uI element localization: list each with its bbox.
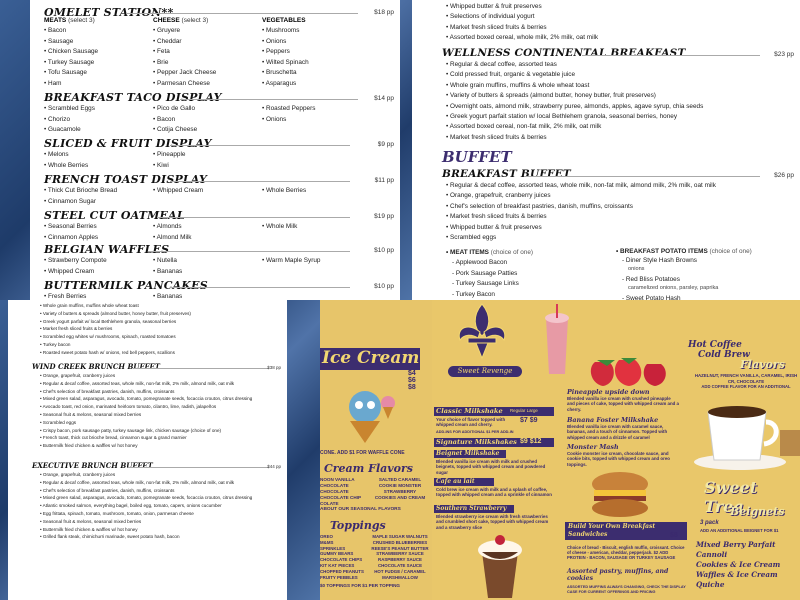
list-item: - Turkey Bacon	[452, 290, 495, 298]
wind-creek-list	[40, 372, 280, 450]
list-item: • Roasted sweet potato hash w/ onions, red bell peppers, scallions	[40, 349, 191, 357]
list-item: • Orange, grapefruit, cranberry juices	[40, 471, 280, 479]
list-item: • Whipped Cream	[153, 186, 203, 197]
list-item: • Whole Milk	[262, 222, 297, 233]
list-item: • Whipped butter & fruit preserves	[446, 223, 716, 233]
list-item: GUMMY BEARS	[320, 551, 354, 557]
pancakes-title: BUTTERMILK PANCAKES	[44, 279, 208, 292]
list-item: • Ham	[44, 79, 154, 90]
build-sandwich-price: $8	[670, 532, 678, 539]
toppings-title: Toppings	[330, 519, 386, 532]
list-item: • Gruyere	[153, 26, 263, 37]
waffles-price: $10 pp	[374, 247, 394, 254]
buffet-menu-sheet	[412, 0, 800, 300]
signature-price-regular: $9	[520, 438, 528, 445]
breakfast-sandwich-image	[588, 470, 652, 520]
list-item: - Red Bliss Potatoes	[622, 275, 680, 283]
list-item: • Turkey bacon	[40, 341, 191, 349]
breakfast-menu-page	[0, 0, 412, 300]
list-item: Mixed Berry Parfait	[696, 540, 776, 549]
signature-title: Signature Milkshakes	[436, 438, 517, 446]
list-item: • Parmesan Cheese	[153, 79, 263, 90]
wind-creek-title: WIND CREEK BRUNCH BUFFET	[32, 362, 160, 371]
list-item: • Whipped butter & fruit preserves	[446, 2, 598, 12]
size-regular: Regular	[510, 408, 526, 413]
pineapple-title: Pineapple upside down	[567, 388, 650, 396]
list-item: • Whole Berries	[44, 161, 88, 172]
meats-heading: MEATS	[44, 17, 67, 24]
ice-cream-title: Ice Cream	[322, 348, 420, 368]
list-item: • Peppers	[262, 47, 372, 58]
flavors-right	[370, 477, 430, 501]
list-item: • Market fresh sliced fruits & berries	[446, 23, 598, 33]
list-item: M&MS	[320, 539, 334, 545]
list-item: • Regular & decaf coffee, assorted teas, whole milk, non-fat milk, 2% milk, almond milk, oat milk	[40, 479, 280, 487]
classic-milkshake-title: Classic Milkshake	[436, 407, 503, 415]
list-item: • Crispy bacon, pork sausage patty, turkey sausage link, chicken sausage (choice of one)	[40, 427, 280, 435]
list-item-note: onions	[628, 266, 645, 273]
meat-items-heading: • MEAT ITEMS	[446, 249, 489, 256]
brand-name: Sweet Revenge	[448, 366, 522, 377]
list-item: • Variety of butters & spreads (almond butter, honey butter, fruit preserves)	[40, 310, 191, 318]
list-item: MARSHMALLOW	[382, 574, 418, 580]
list-item: STRAWBERRY SAUCE	[376, 551, 424, 557]
list-item: SPRINKLES	[320, 545, 346, 551]
list-item: • Chef's selection of breakfast pastries, danish, muffins, croissants	[446, 202, 716, 212]
beignets-title: Beignets	[730, 505, 785, 518]
list-item: CHOCOLATE CHIPS	[320, 557, 363, 563]
list-item: CHOCOLATE	[320, 483, 349, 488]
cold-brew-title: Cold Brew	[698, 350, 750, 360]
list-item: • Chicken Sausage	[44, 47, 154, 58]
list-item: • Chef's selection of breakfast pastries, danish, muffins, croissants	[40, 487, 280, 495]
signature-price-large: $12	[529, 438, 542, 445]
classic-price-large: $9	[529, 417, 538, 424]
monster-mash-title: Monster Mash	[567, 443, 619, 451]
list-item: • Scrambled eggs	[446, 233, 716, 243]
list-item: SALTED CARAMEL	[378, 477, 422, 482]
list-item: • Cold pressed fruit, organic & vegetable juice	[446, 70, 703, 80]
list-item: • Bruschetta	[262, 68, 372, 79]
list-item: • Cinnamon Apples	[44, 233, 98, 244]
list-item: • Overnight oats, almond milk, strawberry puree, almonds, apples, agave syrup, chia seeds	[446, 102, 703, 112]
price-medium: $6	[408, 377, 416, 384]
list-item: • Scrambled egg whites w/ mushrooms, spinach, roasted tomatoes	[40, 333, 191, 341]
omelet-title: OMELET STATION**	[44, 6, 174, 19]
potato-items-heading: • BREAKFAST POTATO ITEMS	[616, 248, 708, 255]
wellness-price: $23 pp	[774, 51, 794, 58]
cheese-note: (select 3)	[181, 17, 209, 24]
list-item: • Bananas	[153, 267, 182, 278]
list-item: • Fresh Berries	[44, 292, 86, 300]
list-item: • Cinnamon Sugar	[44, 197, 117, 208]
divider	[128, 467, 269, 468]
list-item: MAPLE SUGAR WALNUTS	[372, 534, 428, 539]
list-item: • Pineapple	[153, 150, 185, 161]
list-item: • Market fresh sliced fruits & berries	[40, 325, 191, 333]
list-item: • Assorted boxed cereal, whole milk, 2% milk, oat milk	[446, 33, 598, 43]
list-item: REESE'S PEANUT BUTTER	[371, 545, 429, 551]
list-item: • Brie	[153, 58, 263, 69]
build-sandwich-title: Build Your Own Breakfast Sandwiches	[568, 523, 656, 538]
toppings-right	[362, 534, 438, 580]
list-item: • Whole grain muffins, muffins whole wheat toast	[40, 302, 191, 310]
list-item: - Pork Sausage Patties	[452, 269, 518, 277]
size-large: Large	[526, 408, 538, 413]
list-item: • Assorted boxed cereal, non-fat milk, 2% milk, oat milk	[446, 122, 703, 132]
list-item: • Atlantic smoked salmon, everything bagel, boiled egg, tomato, capers, onions cucumber	[40, 502, 280, 510]
banana-foster-title: Banana Foster Milkshake	[567, 416, 659, 424]
flavors-left	[320, 477, 361, 507]
beignet-milkshake-desc: Blended vanilla ice cream with milk and crushed beignets, topped with whipped cream and powdered sugar	[436, 459, 546, 475]
list-item: - Diner Style Hash Browns	[622, 256, 697, 264]
list-item: • Thick Cut Brioche Bread	[44, 186, 117, 197]
taco-col2	[153, 104, 197, 136]
list-item: • Turkey Sausage	[44, 58, 154, 69]
list-item: • Chorizo	[44, 115, 95, 126]
list-item: • Pepper Jack Cheese	[153, 68, 263, 79]
list-item: • Bananas	[153, 292, 182, 300]
buffet-top-list	[40, 302, 191, 357]
list-item: • Greek yogurt parfait station w/ local Bethlehem granola, seasonal berries, honey	[446, 112, 703, 122]
omelet-price: $18 pp	[374, 9, 394, 16]
dessert-menu-page	[320, 300, 800, 600]
pastry-desc: ASSORTED MUFFINS ALWAYS CHANGING, CHECK THE DISPLAY CASE FOR CURRENT OFFERINGS AND PRICING	[567, 585, 686, 594]
list-item: • Variety of butters & spreads (almond butter, honey butter, fruit preserves)	[446, 91, 703, 101]
list-item: COOKIE MONSTER	[378, 483, 422, 488]
list-item: • Buttermilk fried chicken & waffles w/ hot honey	[40, 526, 280, 534]
coffee-cup-image	[688, 390, 800, 472]
list-item: CHOCOLATE CHIP	[320, 495, 362, 500]
build-sandwich-desc: Choice of bread - Biscuit, english muffin, croissant. Choice of cheese - american, cheddar, pepperjack. $2 ADD PROTEIN - BACON, SAUSAGE OR TURKEY SAUSAGE	[567, 545, 685, 561]
list-item: - Applewood Bacon	[452, 259, 508, 267]
toppings-left	[320, 534, 364, 580]
list-item: • Almonds	[153, 222, 191, 233]
toast-title: FRENCH TOAST DISPLAY	[44, 173, 208, 186]
meats-list	[44, 26, 154, 89]
list-item: • Pico de Gallo	[153, 104, 197, 115]
breakfast-buffet-price: $26 pp	[774, 172, 794, 179]
taco-price: $14 pp	[374, 95, 394, 102]
breakfast-menu-sheet	[30, 0, 400, 300]
wind-creek-price: $38 pp	[267, 365, 281, 370]
list-item: • Scrambled eggs	[40, 419, 280, 427]
list-item: • Almond Milk	[153, 233, 191, 244]
waffles-title: BELGIAN WAFFLES	[44, 243, 170, 256]
meat-items-note: (choice of one)	[490, 249, 534, 256]
list-item: OREO	[320, 534, 333, 539]
fruit-price: $9 pp	[377, 141, 394, 148]
list-item: • Roasted Peppers	[262, 104, 315, 115]
pastry-title: Assorted pastry, muffins, and cookies	[567, 568, 669, 583]
list-item: • Strawberry Compote	[44, 256, 107, 267]
classic-price-regular: $7	[520, 417, 528, 424]
beignets-pack: 3 pack	[700, 520, 719, 526]
flavors-title: Cream Flavors	[324, 462, 413, 475]
list-item: - Turkey Sausage Links	[452, 280, 519, 288]
list-item: • Market fresh sliced fruits & berries	[446, 133, 703, 143]
list-item: • Whole Berries	[262, 186, 306, 197]
southern-strawberry-desc: Blended strawberry ice cream with fresh strawberries and crumbled short cake, topped with whipped cream and a strawberry slice	[436, 514, 549, 530]
list-item: STRAWBERRY	[383, 489, 417, 494]
monster-mash-desc: Cookie monster ice cream, chocolate sauce, and cookie bits, topped with whipped cream and oreo toppings.	[567, 451, 670, 467]
coffee-flavors: HAZELNUT, FRENCH VANILLA, CARAMEL, IRISH CR, CHOCOLATE	[694, 373, 798, 384]
list-item: Waffles & Ice Cream	[696, 570, 778, 579]
banana-foster-desc: Blended vanilla ice cream with caramel sauce, bananas, and a touch of cinnamon. Topped with whipped cream and a drizzle of caramel	[567, 424, 668, 440]
list-item: CHOCOLATE SAUCE	[377, 562, 423, 568]
list-item: • Grilled flank steak, chimichurri marinade, sweet potato hash, bacon	[40, 533, 280, 541]
list-item: CHOCOLATE	[320, 489, 349, 494]
list-item: • Regular & decaf coffee, assorted teas	[446, 60, 703, 70]
potato-items	[616, 248, 752, 300]
cheese-heading: CHEESE	[153, 17, 180, 24]
list-item: • Cotija Cheese	[153, 125, 197, 136]
list-item: • Selections of individual yogurt	[446, 12, 598, 22]
list-item: • Asparagus	[262, 79, 372, 90]
list-item: CHOPPED PEANUTS	[320, 568, 364, 574]
brunch-menu-sheet	[8, 300, 287, 600]
taco-col1	[44, 104, 95, 136]
taco-col3	[262, 104, 315, 125]
list-item: • Regular & decaf coffee, assorted teas, whole milk, non-fat milk, almond milk, 2% milk, oat milk	[446, 181, 716, 191]
flavors-heading: Flavors	[740, 358, 785, 371]
ice-cream-prices	[408, 370, 416, 391]
list-item: Quiche	[696, 580, 725, 589]
strawberries-image	[585, 356, 675, 390]
classic-milkshake-desc: Your choice of flavor topped with whipped cream and cherry.	[436, 417, 506, 428]
list-item: • Bacon	[44, 26, 154, 37]
pancakes-price: $10 pp	[374, 283, 394, 290]
list-item: • Orange, grapefruit, cranberry juices	[40, 372, 280, 380]
toppings-note: $0 TOPPINGS FOR $1 PER TOPPING	[320, 583, 400, 588]
taco-title: BREAKFAST TACO DISPLAY	[44, 91, 222, 104]
vegetables-heading: VEGETABLES	[262, 17, 306, 24]
wellness-title: WELLNESS CONTINENTAL BREAKFAST	[442, 47, 686, 59]
list-item: • Onions	[262, 115, 315, 126]
fruit-title: SLICED & FRUIT DISPLAY	[44, 137, 212, 150]
meats-column	[44, 17, 154, 89]
fleur-de-lis-logo	[450, 302, 514, 362]
list-item: - Sweet Potato Hash	[622, 294, 681, 300]
list-item: • Tofu Sausage	[44, 68, 154, 79]
cone-note: CONE. ADD $1 FOR WAFFLE CONE	[320, 450, 405, 456]
executive-title: EXECUTIVE BRUNCH BUFFET	[32, 461, 153, 470]
hot-coffee-title: Hot Coffee	[688, 340, 742, 350]
coffee-add-note: ADD COFFEE FLAVOR FOR AN ADDITIONAL	[701, 384, 791, 389]
list-item: • Nutella	[153, 256, 182, 267]
add-ins-note: ADD-INS FOR ADDITIONAL $1 PER ADD-IN	[436, 430, 514, 434]
price-large: $8	[408, 384, 416, 391]
list-item: RASPBERRY SAUCE	[378, 557, 422, 563]
treats-list	[696, 540, 780, 590]
ice-cream-mascot-image	[330, 385, 400, 445]
toast-price: $11 pp	[374, 177, 394, 184]
list-item: • Whole grain muffins, muffins & whole wheat toast	[446, 81, 703, 91]
list-item: • Mixed green salad, asparagus, avocado, tomato, pomegranate seeds, focaccia crouton, citrus dressing	[40, 494, 280, 502]
list-item: • Greek yogurt parfait w/ local Bethlehem granola, seasonal berries	[40, 318, 191, 326]
list-item: • Warm Maple Syrup	[262, 256, 320, 267]
buffet-menu-page	[412, 0, 800, 300]
smoothie-image	[542, 304, 572, 376]
breakfast-buffet-title: BREAKFAST BUFFET	[442, 168, 571, 180]
wellness-list	[446, 60, 703, 143]
executive-price: $44 pp	[267, 464, 281, 469]
cafe-au-lait-desc: Cold brew ice cream with milk and a splash of coffee, topped with whipped cream and a sprinkle of cinnamon	[436, 487, 552, 498]
list-item: • Whipped Cream	[44, 267, 107, 278]
list-item: • Regular & decaf coffee, assorted teas, whole milk, non-fat milk, 2% milk, almond milk, oat milk	[40, 380, 280, 388]
beignet-milkshake-title: Beignet Milkshake	[436, 450, 500, 457]
list-item: • French toast, thick cut brioche bread, cinnamon sugar & grand marnier	[40, 434, 280, 442]
divider	[133, 368, 269, 369]
list-item: Cannoli	[696, 550, 728, 559]
list-item: • Feta	[153, 47, 263, 58]
meat-items	[446, 248, 533, 300]
list-item: • Mushrooms	[262, 26, 372, 37]
breakfast-buffet-list	[446, 181, 716, 243]
list-item: • Seasonal Berries	[44, 222, 98, 233]
list-item: NOON VANILLA	[320, 477, 355, 482]
list-item-note: caramelized onions, parsley, paprika	[628, 285, 719, 292]
seasonal-note: ABOUT OUR SEASONAL FLAVORS	[320, 507, 401, 512]
list-item: • Wilted Spinach	[262, 58, 372, 69]
list-item: KIT KAT PIECES	[320, 562, 355, 568]
buffet-heading: BUFFET	[442, 148, 512, 166]
list-item: • Mixed green salad, asparagus, avocado, tomato, pomegranate seeds, focaccia crouton, citrus dressing	[40, 395, 280, 403]
list-item: FRUITY PEBBLES	[320, 574, 358, 580]
list-item: • Chef's selection of breakfast pastries, danish, muffins, croissants	[40, 388, 280, 396]
oatmeal-title: STEEL CUT OATMEAL	[44, 209, 185, 222]
list-item: Cookies & Ice Cream	[696, 560, 781, 569]
list-item: HOT FUDGE / CARAMEL	[374, 568, 426, 574]
list-item: • Bacon	[153, 115, 197, 126]
list-item: COLATE	[320, 501, 339, 506]
vegetables-column	[262, 17, 372, 89]
list-item: • Seasonal fruit & melons, seasonal mixed berries	[40, 518, 280, 526]
list-item: • Cheddar	[153, 37, 263, 48]
list-item: • Avocado toast, red onion, marinated heirloom tomato, cilantro, lime, radish, jalapeños	[40, 403, 280, 411]
milkshake-image	[470, 532, 530, 600]
list-item: • Kiwi	[153, 161, 185, 172]
meats-note: (select 3)	[68, 17, 95, 24]
list-item: • Sausage	[44, 37, 154, 48]
list-item: • Buttermilk fried chicken & waffles w/ hot honey	[40, 442, 280, 450]
list-item: • Orange, grapefruit, cranberry juices	[446, 191, 716, 201]
continental-top-list	[446, 2, 598, 44]
divider	[582, 55, 760, 56]
oatmeal-price: $19 pp	[374, 213, 394, 220]
list-item: CRUSHED BLUEBERRIES	[372, 539, 428, 545]
southern-strawberry-title: Southern Strawberry	[436, 505, 507, 512]
price-small: $4	[408, 370, 416, 377]
list-item: • Melons	[44, 150, 88, 161]
list-item: • Egg frittata, spinach, tomato, mushroom, tomato, onion, parmesan cheese	[40, 510, 280, 518]
list-item: • Onions	[262, 37, 372, 48]
list-item: • Market fresh sliced fruits & berries	[446, 212, 716, 222]
executive-list	[40, 471, 280, 541]
brunch-menu-page	[0, 300, 320, 600]
divider	[524, 176, 760, 177]
cafe-au-lait-title: Cafe au lait	[436, 478, 475, 485]
list-item: • Guacamole	[44, 125, 95, 136]
list-item: • Scrambled Eggs	[44, 104, 95, 115]
list-item: • Seasonal fruit & melons, seasonal mixed berries	[40, 411, 280, 419]
pineapple-desc: Blended vanilla ice cream with crushed pineapple and pieces of cake, topped with whipped cream and a cherry.	[567, 396, 679, 412]
list-item: COOKIES AND CREAM	[374, 495, 426, 500]
potato-items-note: (choice of one)	[709, 248, 752, 255]
beignets-add: ADD AN ADDITIONAL BEIGNET FOR $1	[700, 528, 779, 533]
cheese-column	[153, 17, 263, 89]
sweet-treats-heading: Sweet Trea	[704, 478, 758, 516]
